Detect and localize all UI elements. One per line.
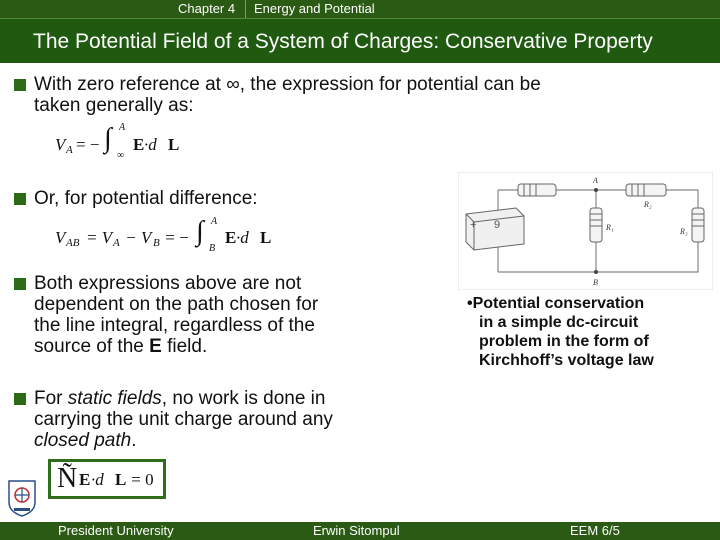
circuit-caption: •Potential conservation in a simple dc-circuit problem in the form of Kirchhoff’s voltage law bbox=[467, 295, 654, 369]
bullet-1 bbox=[34, 74, 541, 116]
chapter-separator bbox=[245, 0, 246, 18]
bullet-marker bbox=[14, 79, 26, 91]
bullet-4: For static fields, no work is done in carrying the unit charge around any closed path. bbox=[34, 388, 333, 451]
r3-label: R₃ bbox=[680, 227, 688, 236]
bullet-marker bbox=[14, 393, 26, 405]
node-a-label: A bbox=[593, 176, 598, 185]
bullet-marker bbox=[14, 278, 26, 290]
footer-page: EEM 6/5 bbox=[570, 523, 620, 538]
closed-path-equation: Ñ E ·d L = 0 bbox=[48, 459, 166, 499]
node-a-dot bbox=[594, 188, 598, 192]
chapter-bar bbox=[0, 0, 720, 18]
node-b-dot bbox=[594, 270, 598, 274]
slide-title: The Potential Field of a System of Charges: Conservative Property bbox=[33, 30, 653, 53]
formula-potential: V A = − ∫ A ∞ E ·d L bbox=[55, 122, 180, 161]
chapter-label: Chapter 4 bbox=[178, 1, 236, 16]
node-b-label: B bbox=[593, 278, 598, 287]
bullet-3: Both expressions above are not dependent on the path chosen for the line integral, regardless of the source of the E field. bbox=[34, 273, 319, 357]
integral-sign: ∫ bbox=[196, 216, 204, 247]
footer-bar bbox=[0, 522, 720, 540]
integral-sign: ∫ bbox=[104, 123, 112, 154]
bullet-marker bbox=[14, 193, 26, 205]
university-logo-icon bbox=[6, 478, 38, 518]
bullet-1-line1: With zero reference at ∞, the expression for potential can be bbox=[34, 74, 541, 95]
chapter-topic: Energy and Potential bbox=[254, 1, 375, 16]
bullet-2-line1: Or, for potential difference: bbox=[34, 188, 258, 209]
resistor-r3 bbox=[692, 208, 704, 242]
title-bar bbox=[0, 18, 720, 63]
circuit-diagram bbox=[458, 172, 713, 290]
footer-author: Erwin Sitompul bbox=[313, 523, 400, 538]
bullet-2 bbox=[34, 188, 258, 209]
battery-plus-label: + bbox=[470, 219, 477, 231]
r2-label: R₂ bbox=[644, 200, 652, 209]
r1-label: R₁ bbox=[606, 223, 614, 232]
battery-value-label: 9 bbox=[494, 219, 501, 231]
formula-potential-difference: V AB = V A − V B = − ∫ A B E ·d L bbox=[55, 216, 272, 254]
resistor-r1 bbox=[590, 208, 602, 242]
contour-integral-sign: Ñ bbox=[57, 463, 78, 494]
footer-institution: President University bbox=[58, 523, 174, 538]
bullet-1-line2: taken generally as: bbox=[34, 95, 194, 116]
